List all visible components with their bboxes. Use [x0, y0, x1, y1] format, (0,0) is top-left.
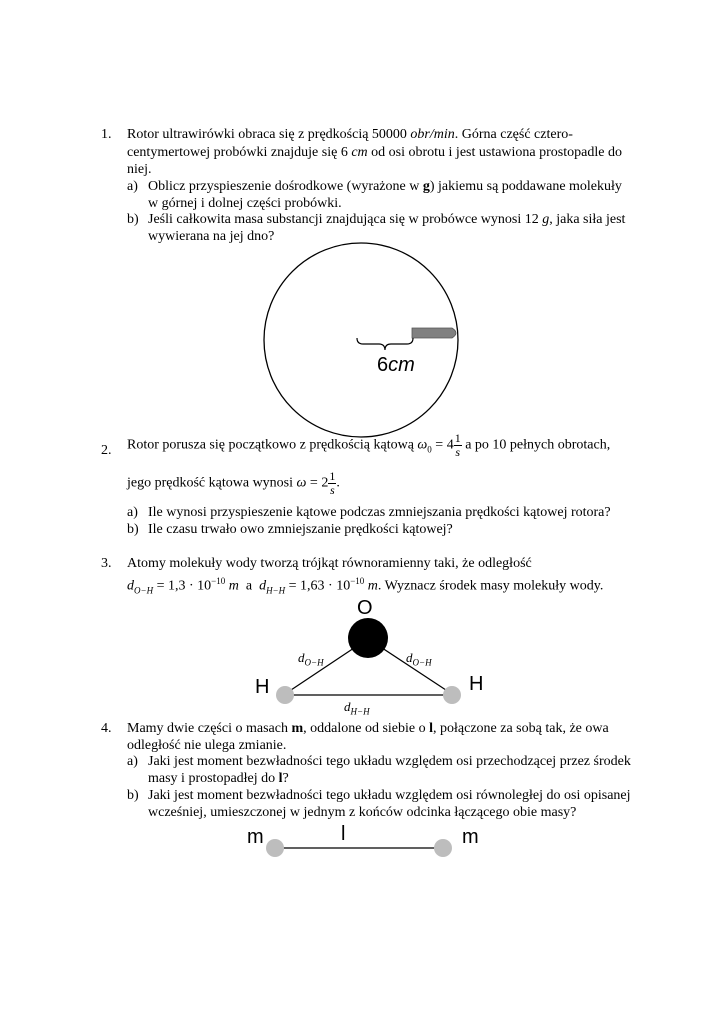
distance-label: 6cm	[377, 354, 415, 376]
problem-1a-label: a)	[127, 179, 138, 194]
d-oh-left-label: $d_{O-H}$	[298, 650, 324, 668]
problem-4b-label: b)	[127, 788, 139, 803]
problem-4a-line-1: Jaki jest moment bezwładności tego układu względem osi przechodzącej przez środek	[148, 754, 631, 769]
hydrogen-atom-left	[276, 686, 294, 704]
hydrogen-atom-right	[443, 686, 461, 704]
rotor-circle	[264, 243, 458, 437]
problem-3-line-2: $d_{O-H} = 1,3 \cdot 10^{-10}$ m a $d_{H-H} = 1,63 \cdot 10^{-10}$ m. Wyznacz środek masy molekuły wody.	[127, 576, 604, 596]
problem-4a-label: a)	[127, 754, 138, 769]
problem-4-number: 4.	[101, 721, 112, 736]
test-tube	[412, 328, 456, 338]
mass-label-right: m	[462, 826, 479, 848]
problem-4a-line-2: masy i prostopadłej do l?	[148, 771, 289, 786]
problem-4b-line-1: Jaki jest moment bezwładności tego układu względem osi równoległej do osi opisanej	[148, 788, 631, 803]
problem-4-line-1: Mamy dwie części o masach m, oddalone od siebie o l, połączone za sobą tak, że owa	[127, 721, 609, 736]
mass-left	[266, 839, 284, 857]
problem-1b-line-2: wywierana na jej dno?	[148, 229, 275, 244]
problem-4b-line-2: wcześniej, umieszczonej w jednym z końców odcinka łączącego obie masy?	[148, 805, 577, 820]
mass-right	[434, 839, 452, 857]
oxygen-atom	[348, 618, 388, 658]
problem-2a-text: Ile wynosi przyspieszenie kątowe podczas zmniejszania prędkości kątowej rotora?	[148, 505, 611, 520]
problem-2b-label: b)	[127, 522, 139, 537]
length-label: l	[341, 823, 346, 845]
problem-2a-label: a)	[127, 505, 138, 520]
hydrogen-label-right: H	[469, 673, 484, 695]
problem-1-line-2: centymertowej probówki znajduje się 6 cm od osi obrotu i jest ustawiona prostopadle do	[127, 145, 622, 160]
problem-4-line-2: odległość nie ulega zmianie.	[127, 738, 287, 753]
problem-1-line-3: niej.	[127, 162, 152, 177]
distance-brace	[357, 338, 413, 350]
mass-label-left: m	[247, 826, 264, 848]
problem-1a-line-1: Oblicz przyspieszenie dośrodkowe (wyrażone w g) jakiemu są poddawane molekuły	[148, 179, 622, 194]
problem-2-line-2: jego prędkość kątowa wynosi ω = 2 $\frac{1}{s}$ .	[127, 469, 340, 497]
oxygen-label: O	[357, 597, 373, 619]
hydrogen-label-left: H	[255, 676, 270, 698]
problem-2-line-1: Rotor porusza się początkowo z prędkością kątową $\omega_0 = 4$ $\frac{1}{s}$ a po 10 pełnych obrotach,	[127, 431, 611, 459]
d-hh-label: $d_{H-H}$	[344, 699, 370, 717]
problem-3-number: 3.	[101, 556, 112, 571]
problem-1a-line-2: w górnej i dolnej części probówki.	[148, 196, 342, 211]
problem-1b-label: b)	[127, 212, 139, 227]
problem-3-line-1: Atomy molekuły wody tworzą trójkąt równoramienny taki, że odległość	[127, 556, 532, 571]
problem-1b-line-1: Jeśli całkowita masa substancji znajdująca się w probówce wynosi 12 g, jaka siła jest	[148, 212, 626, 227]
problem-1-number: 1.	[101, 127, 112, 142]
d-oh-right-label: $d_{O-H}$	[406, 650, 432, 668]
problem-2-number: 2.	[101, 443, 112, 458]
problem-1-line-1: Rotor ultrawirówki obraca się z prędkością 50000 obr/min. Górna część cztero-	[127, 127, 573, 142]
problem-2b-text: Ile czasu trwało owo zmniejszanie prędkości kątowej?	[148, 522, 453, 537]
